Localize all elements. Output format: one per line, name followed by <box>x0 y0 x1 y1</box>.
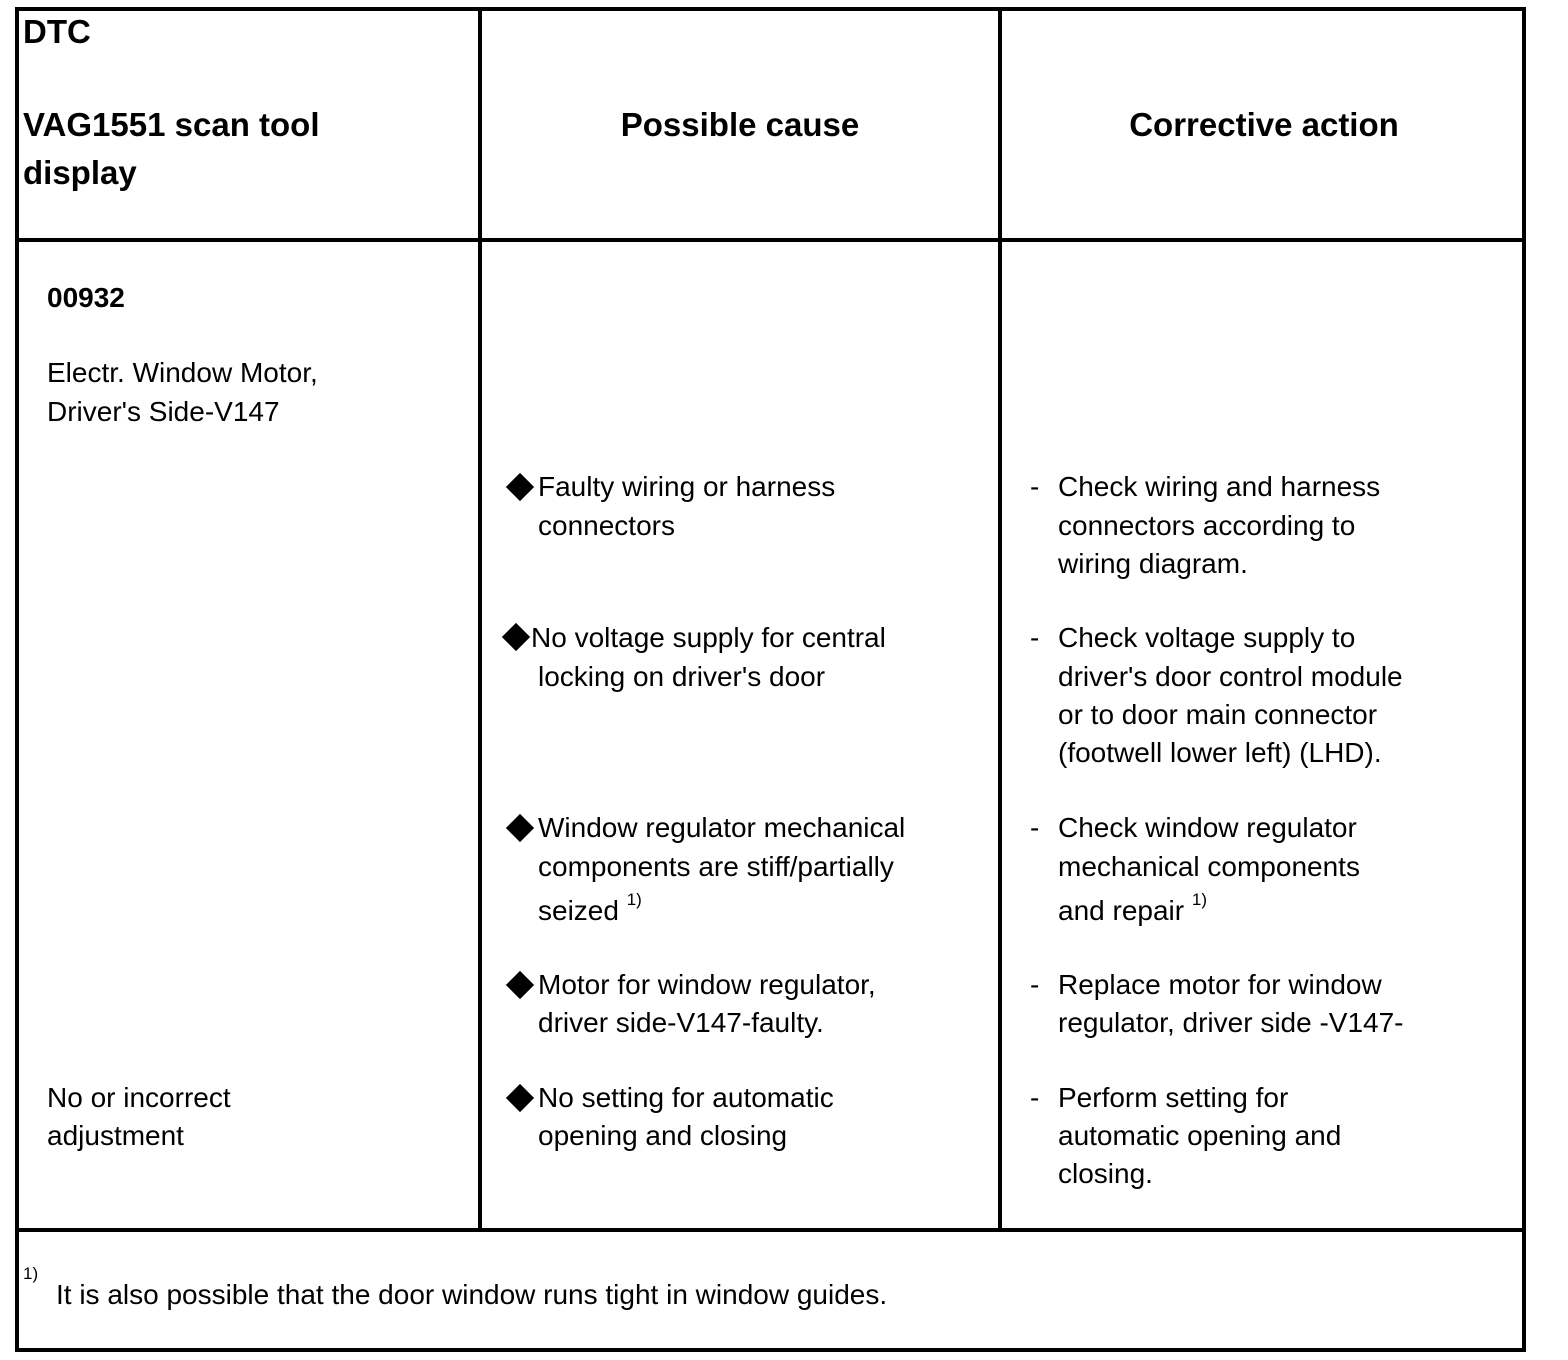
action-2-line1: Check voltage supply to <box>1058 622 1356 653</box>
action-4-dash: - <box>1030 969 1040 1000</box>
action-1-line2: connectors according to <box>1058 510 1356 541</box>
action-1-line1: Check wiring and harness <box>1058 471 1381 502</box>
column-divider-2 <box>998 7 1002 1232</box>
cause-3-line3-text: seized <box>538 895 619 926</box>
action-1-line3: wiring diagram. <box>1058 548 1248 579</box>
dtc-extra-line2: adjustment <box>47 1120 184 1151</box>
header-possible-cause: Possible cause <box>620 106 860 143</box>
dtc-extra-line1: No or incorrect <box>47 1082 231 1113</box>
header-divider <box>15 238 1526 242</box>
action-1-dash: - <box>1030 471 1040 502</box>
action-2-line3: or to door main connector <box>1058 699 1378 730</box>
footnote-mark-sup: 1) <box>23 1264 39 1283</box>
footnote-text: It is also possible that the door window runs tight in window guides. <box>56 1279 888 1310</box>
action-5-line2: automatic opening and <box>1058 1120 1342 1151</box>
footnote-divider <box>15 1228 1526 1232</box>
action-2-line4: (footwell lower left) (LHD). <box>1058 737 1382 768</box>
cause-3-line1: Window regulator mechanical <box>538 812 906 843</box>
dtc-code: 00932 <box>47 282 125 313</box>
action-4-line2: regulator, driver side -V147- <box>1058 1007 1404 1038</box>
action-5-dash: - <box>1030 1082 1040 1113</box>
cause-2-line2: locking on driver's door <box>538 661 826 692</box>
cause-5-line2: opening and closing <box>538 1120 788 1151</box>
cause-3-footnote-mark: 1) <box>626 890 642 909</box>
header-corrective-action: Corrective action <box>1129 106 1399 143</box>
cause-5-line1: No setting for automatic <box>538 1082 834 1113</box>
cause-2-line1: No voltage supply for central <box>531 622 886 653</box>
action-3-line3-text: and repair <box>1058 895 1185 926</box>
cause-1-line2: connectors <box>538 510 675 541</box>
cause-1-line1: Faulty wiring or harness <box>538 471 836 502</box>
action-3-line1: Check window regulator <box>1058 812 1357 843</box>
header-scan-tool: VAG1551 scan tool <box>23 106 320 143</box>
cause-3-line2: components are stiff/partially <box>538 851 894 882</box>
action-2-line2: driver's door control module <box>1058 661 1403 692</box>
action-5-line3: closing. <box>1058 1158 1153 1189</box>
action-3-line3 <box>1058 892 1207 930</box>
footnote-mark <box>23 1266 38 1304</box>
action-3-line2: mechanical components <box>1058 851 1360 882</box>
dtc-name-line1: Electr. Window Motor, <box>47 357 318 388</box>
action-4-line1: Replace motor for window <box>1058 969 1382 1000</box>
action-2-dash: - <box>1030 622 1040 653</box>
action-5-line1: Perform setting for <box>1058 1082 1289 1113</box>
action-3-footnote-mark: 1) <box>1191 890 1207 909</box>
dtc-name-line2: Driver's Side-V147 <box>47 396 280 427</box>
cause-4-line2: driver side-V147-faulty. <box>538 1007 824 1038</box>
header-dtc: DTC <box>23 13 91 50</box>
header-display: display <box>23 154 137 191</box>
cause-3-line3 <box>538 892 642 930</box>
cause-4-line1: Motor for window regulator, <box>538 969 876 1000</box>
column-divider-1 <box>478 7 482 1232</box>
action-3-dash: - <box>1030 812 1040 843</box>
